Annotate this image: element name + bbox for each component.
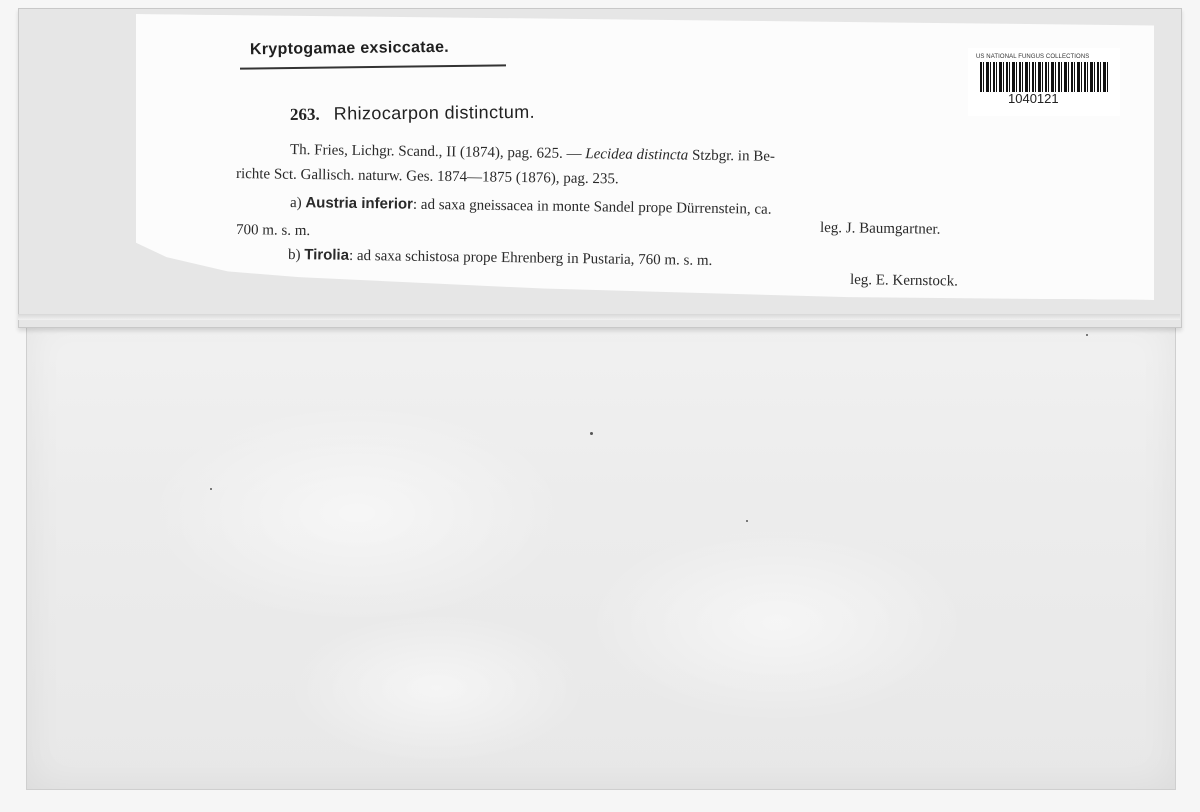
packet-speck: [746, 520, 748, 522]
packet-crease: [587, 523, 967, 723]
packet-crease: [147, 403, 567, 623]
locality-b-text: : ad saxa schistosa prope Ehrenberg in Pustaria, 760 m. s. m.: [348, 247, 713, 269]
barcode-bars: [980, 62, 1108, 92]
citation-text: Th. Fries, Lichgr. Scand., II (1874), pag. 625. —: [289, 142, 586, 163]
locality-b-region: Tirolia: [304, 246, 350, 264]
packet-flap-edge: [18, 314, 1180, 320]
barcode-caption: US NATIONAL FUNGUS COLLECTIONS: [976, 54, 1090, 60]
locality-a-marker: a): [289, 195, 302, 212]
locality-a-collector: [820, 220, 941, 239]
locality-b-collector-text: leg. E. Kernstock.: [849, 272, 958, 290]
entry-number: 263.: [289, 104, 320, 124]
locality-a-elevation: [236, 222, 310, 240]
locality-a-collector-text: leg. J. Baumgartner.: [819, 220, 941, 238]
locality-a-region: Austria inferior: [305, 194, 414, 213]
citation-synonym: Lecidea distincta: [585, 146, 689, 164]
locality-a-text: : ad saxa gneissacea in monte Sandel prope Dürrenstein, ca.: [412, 196, 772, 218]
packet-crease: [287, 613, 587, 763]
packet-speck: [210, 488, 212, 490]
packet-speck: [1086, 334, 1088, 336]
barcode-number: 1040121: [1008, 91, 1059, 106]
locality-b-collector: [850, 272, 958, 291]
entry-title-line: [290, 102, 535, 125]
citation-text: Stzbgr. in Be-: [688, 147, 776, 165]
specimen-packet: [26, 312, 1176, 790]
entry-title: Rhizocarpon distinctum.: [333, 101, 536, 124]
locality-b-marker: b): [287, 247, 301, 264]
locality-a-elevation-text: 700 m. s. m.: [235, 222, 311, 240]
series-heading: Kryptogamae exsiccatae.: [249, 38, 450, 59]
citation-text: richte Sct. Gallisch. naturw. Ges. 1874—1875 (1876), pag. 235.: [235, 166, 619, 188]
packet-speck: [590, 432, 593, 435]
